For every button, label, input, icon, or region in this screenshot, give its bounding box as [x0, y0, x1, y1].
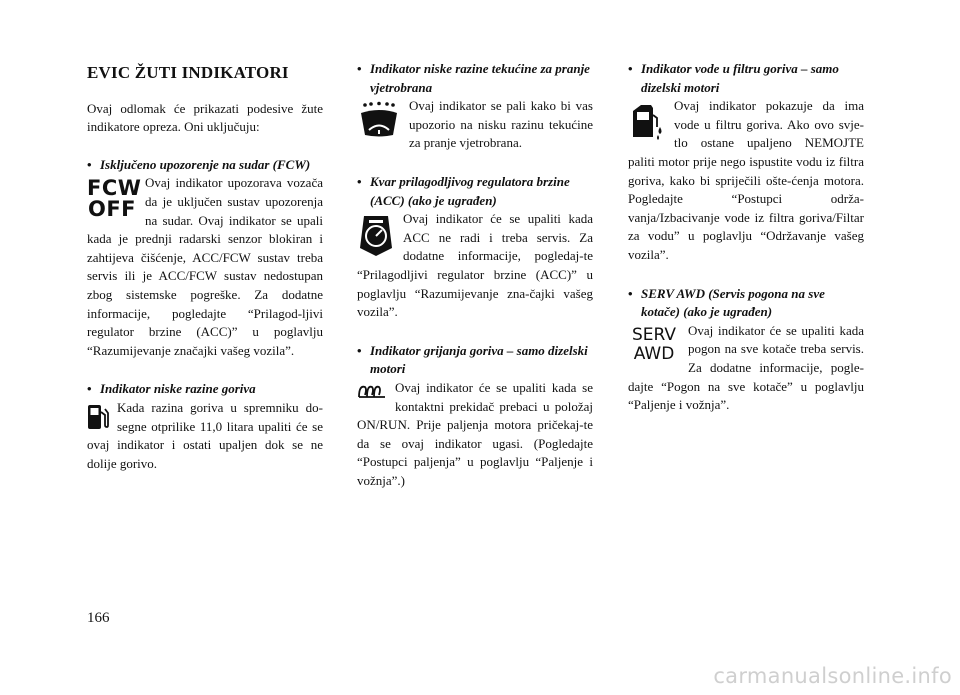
item-heading: • Indikator niske razine goriva: [87, 381, 256, 397]
item-body: Ovaj indikator pokazuje da ima vode u filtru goriva. Ako ovo svje-tlo ostane upaljeno NEMOJTE paliti motor prije nego ispustite vodu iz filtra goriva, kako bi spriječili ošte-ćenja motora. Pogledajte “Postupci održa-vanja/Izbacivanje vode iz filtra goriva/Filtar za vodu” u poglavlju “Održavanje vašeg vozila”.: [628, 98, 864, 262]
washer-fluid-icon: [357, 101, 401, 141]
item-body: SERV AWD Ovaj indikator će se upaliti kada pogon na sve kotače treba servis. Za dodatne informacije, pogle-dajte “Pogon na sve kotače” u poglavlju “Paljenje i vožnja”.: [628, 322, 864, 413]
water-in-fuel-icon: [628, 101, 666, 143]
intro-paragraph: Ovaj odlomak će prikazati podesive žute indikatore opreza. Oni uključuju:: [87, 100, 323, 135]
serv-awd-icon: SERV AWD: [631, 324, 677, 364]
item-heading: • Indikator vode u filtru goriva – samo dizelski motori: [628, 61, 839, 95]
indicator-item-washer-fluid: [357, 60, 593, 153]
item-heading: • Indikator grijanja goriva – samo dizelski motori: [357, 342, 588, 377]
acc-fault-icon: [357, 214, 395, 258]
column-middle: [357, 60, 593, 510]
item-body: Ovaj indikator se pali kako bi vas upozorio na nisku razinu tekućine za pranje vjetrobrana.: [357, 97, 593, 153]
column-right: [628, 60, 864, 435]
item-body: Ovaj indikator će se upaliti kada ACC ne radi i treba servis. Za dodatne informacije, pogledaj-te “Prilagodljivi regulator brzine (ACC)” u poglavlju “Razumijevanje zna-čajki vašeg vozila”.: [357, 211, 593, 320]
column-left: [87, 60, 323, 493]
indicator-item-fcw: [87, 156, 323, 361]
item-body: Ovaj indikator će se upaliti kada se kontaktni prekidač prebaci u položaj ON/RUN. Prije paljenja motora pričekaj-te da se ovaj indikator ugasi. (Pogledajte “Postupci paljenja” u poglavlju “Paljenje i vožnja”.): [357, 379, 593, 488]
fcw-off-icon: FCW OFF: [87, 176, 142, 222]
item-heading: • Isključeno upozorenje na sudar (FCW): [87, 156, 311, 172]
indicator-item-low-fuel: [87, 380, 323, 473]
item-heading: • Kvar prilagodljivog regulatora brzine (ACC) (ako je ugrađen): [357, 173, 570, 208]
indicator-item-glow-plug: [357, 342, 593, 491]
item-heading: • SERV AWD (Servis pogona na sve kotače) (ako je ugrađen): [628, 285, 825, 320]
indicator-item-acc-fault: [357, 173, 593, 322]
watermark: carmanualsonline.info: [713, 664, 952, 688]
indicator-item-water-in-fuel: [628, 60, 864, 265]
item-heading: • Indikator niske razine tekućine za pranje vjetrobrana: [357, 61, 590, 95]
page-number: 166: [87, 610, 110, 626]
item-body: FCW OFF Ovaj indikator upozorava vozača da je uključen sustav upozorenja na sudar. Ovaj indikator se upali kada je prednji radarski senzor blokiran i zahtijeva čišćenje, ACC/FCW sustav treba servis ili je ACC/FCW sustav nedostupan zbog sistemske pogreške. Za dodatne informacije, pogledajte “Prilagod-ljivi regulator brzine (ACC)” u poglavlju “Razumijevanje značajki vašeg vozila”.: [87, 175, 323, 358]
indicator-item-serv-awd: [628, 285, 864, 415]
glow-plug-icon: [357, 383, 387, 399]
fuel-pump-icon: [87, 403, 109, 431]
page-title: EVIC ŽUTI INDIKATORI: [87, 63, 289, 82]
item-body: Kada razina goriva u spremniku do-segne otprilike 11,0 litara upaliti će se ovaj indikator i ostati upaljen dok se ne dolije gorivo.: [87, 399, 323, 471]
